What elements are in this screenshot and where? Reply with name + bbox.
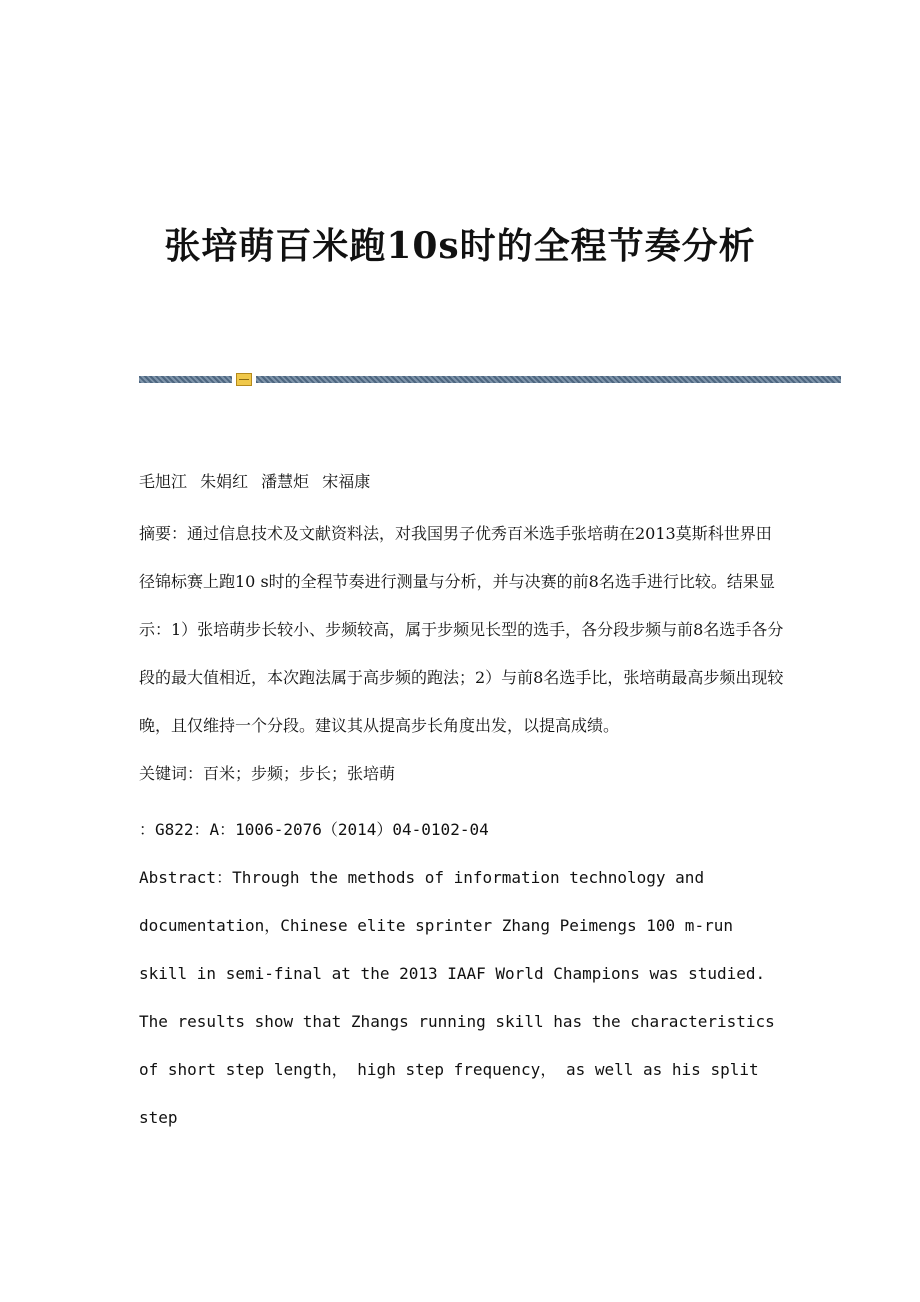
authors: 毛旭江 朱娟红 潘慧炬 宋福康 [139,472,371,491]
classification-info: ：G822：A：1006-2076（2014）04-0102-04 [139,820,489,839]
chinese-abstract: 摘要：通过信息技术及文献资料法，对我国男子优秀百米选手张培萌在2013莫斯科世界田径锦标赛上跑10 s时的全程节奏进行测量与分析，并与决赛的前8名选手进行比较。结果显示：1）张培萌步长较小、步频较高，属于步频见长型的选手，各分段步频与前8名选手各分段的最大值相近，本次跑法属于高步频的跑法；2）与前8名选手比，张培萌最高步频出现较晚，且仅维持一个分段。建议其从提高步长角度出发，以提高成绩。 [139,524,784,735]
divider-bar-left [139,376,232,383]
paper-title: 张培萌百米跑10s时的全程节奏分析 [164,225,756,267]
title-divider [139,373,841,386]
keywords: 关键词：百米；步频；步长；张培萌 [139,764,396,783]
english-abstract: Abstract：Through the methods of information technology and documentation，Chinese elite sprinter Zhang Peimengs 100 m-run skill in semi-final at the 2013 IAAF World Champions was studied. The results show that Zhangs running skill has the characteristics of short step length， high step frequency， as well as his split step [139,868,775,1127]
paper-body [139,466,784,1142]
ornament-icon [236,373,252,386]
divider-bar-right [256,376,841,383]
